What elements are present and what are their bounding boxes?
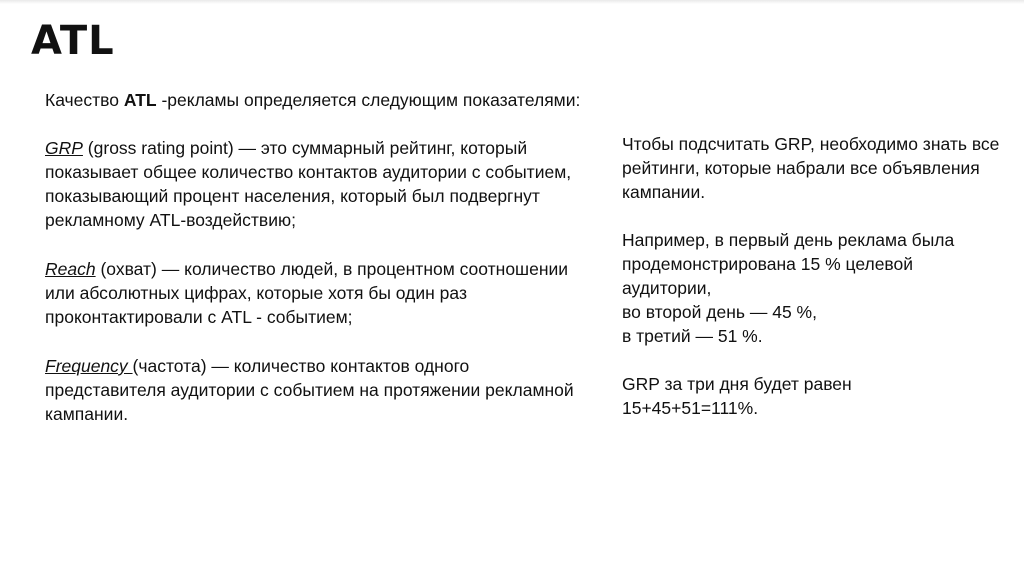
term-reach: Reach <box>45 259 96 279</box>
intro-prefix: Качество <box>45 90 124 110</box>
result-line-text: GRP за три дня будет равен <box>622 374 852 394</box>
grp-explanation: Чтобы подсчитать GRP, необходимо знать все рейтинги, которые набрали все объявления кампании. <box>622 134 1000 202</box>
intro-atl-bold: ATL <box>123 90 157 110</box>
grp-result <box>622 372 1002 420</box>
result-line-formula: 15+45+51=111%. <box>622 398 759 418</box>
definition-reach <box>45 257 585 329</box>
grp-example-column <box>622 132 1002 420</box>
term-grp: GRP <box>45 138 83 158</box>
example-line-day3: в третий — 51 %. <box>622 326 763 346</box>
definition-reach-text: (охват) — количество людей, в процентном соотношении или абсолютных цифрах, которые хотя бы один раз проконтактировали с ATL - событием; <box>45 259 569 327</box>
definition-frequency <box>45 354 585 426</box>
definition-grp <box>45 136 585 232</box>
slide-title: ATL <box>31 18 115 64</box>
definition-grp-text: (gross rating point) — это суммарный рейтинг, который показывает общее количество контактов аудитории с событием, показывающий процент населения, который был подвергнут рекламному ATL-воздействию; <box>45 138 572 230</box>
intro-rest: -рекламы определяется следующим показателями: <box>156 90 581 110</box>
grp-example <box>622 228 1002 348</box>
slide-top-edge <box>0 0 1024 4</box>
example-line-day2: во второй день — 45 %, <box>622 302 817 322</box>
term-frequency: Frequency <box>45 356 133 376</box>
definitions-column <box>45 88 585 426</box>
definition-frequency-text: (частота) — количество контактов одного представителя аудитории с событием на протяжении рекламной кампании. <box>45 356 574 424</box>
intro-paragraph <box>45 88 585 112</box>
example-line-day1: Например, в первый день реклама была продемонстрирована 15 % целевой аудитории, <box>622 230 955 298</box>
